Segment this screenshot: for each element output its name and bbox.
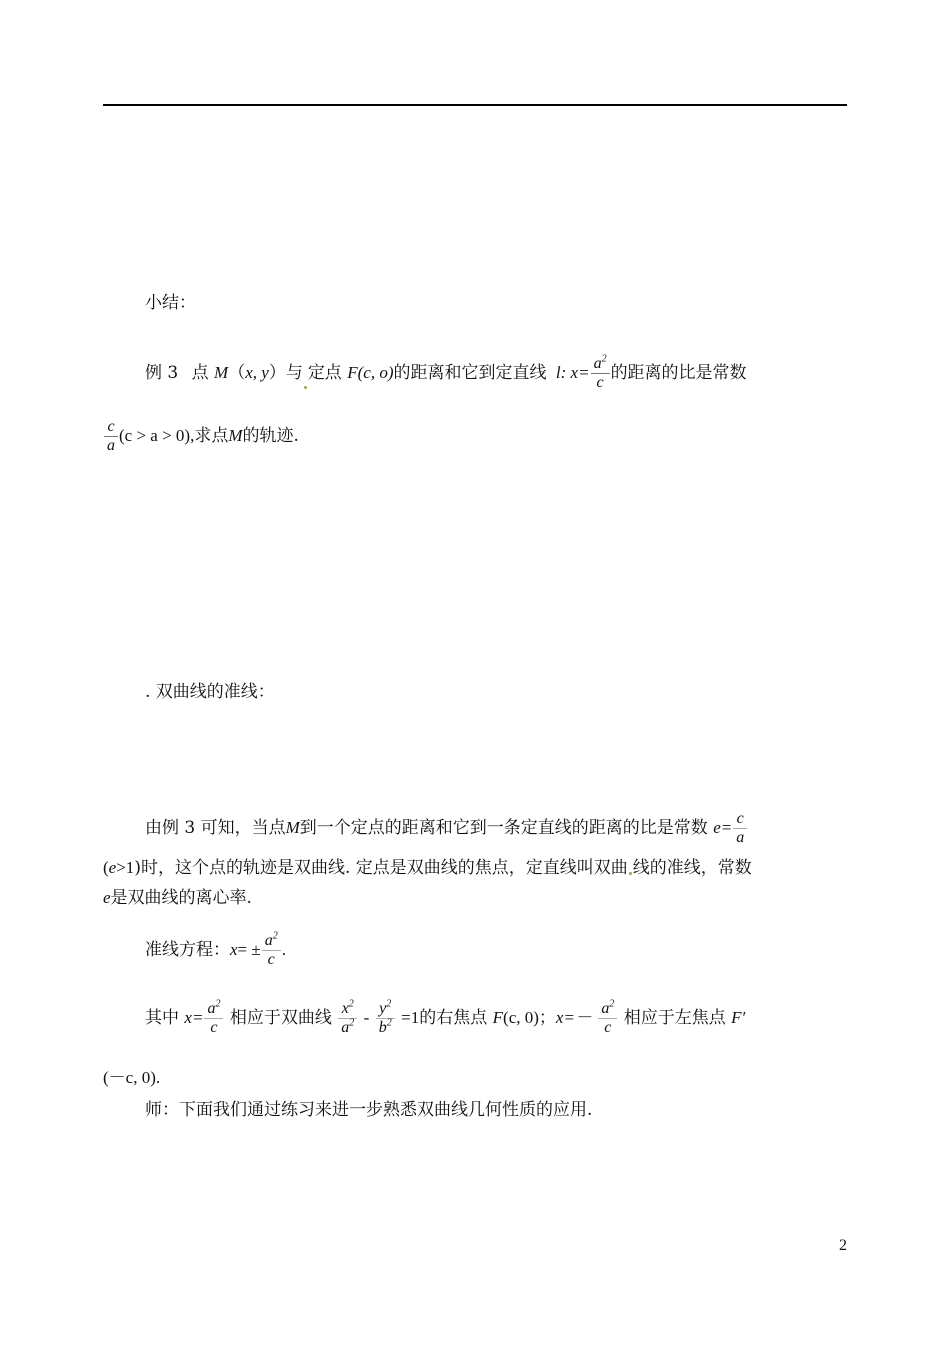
directrix-heading: . 双曲线的准线：: [145, 682, 275, 702]
para1-line3: e是双曲线的离心率.: [103, 888, 252, 908]
mark-dot: [629, 872, 632, 875]
directrix-fraction: $\frac{a^2}{c}$: [591, 355, 610, 392]
page-number: 2: [839, 1237, 847, 1254]
hyperbola-y-fraction: $\frac{y^2}{b^2}$: [376, 1000, 395, 1037]
example3-line2: $\frac{c}{a}$ (c > a > 0),求点M的轨迹.: [103, 418, 299, 455]
example3-line1: 例 3 点 M（x, y）与 定点 F(c, o)的距离和它到定直线 l: x= $\frac{a^2}{c}$ 的距离的比是常数: [145, 353, 747, 391]
ratio-fraction: $\frac{c}{a}$: [104, 418, 118, 455]
header-rule: [103, 104, 847, 106]
para2-line1: 其中 x= $\frac{a^2}{c}$ 相应于双曲线 $\frac{x^2}{a^2}$ - $\frac{y^2}{b^2}$ =1的右焦点 F(c, 0)；x=－ $\frac{a^2}{c}$ 相应于左焦点 F′: [145, 998, 746, 1036]
directrix-eq-fraction: $\frac{a^2}{c}$: [262, 932, 281, 969]
left-directrix-fraction: $\frac{a^2}{c}$: [598, 1000, 617, 1037]
para1-line1: 由例 3 可知，当点M到一个定点的距离和它到一条定直线的距离的比是常数 e= $\frac{c}{a}$: [145, 810, 748, 847]
para1-line2: (e>1)时，这个点的轨迹是双曲线. 定点是双曲线的焦点，定直线叫双曲 线的准线，常数: [103, 858, 752, 878]
summary-label: 小结：: [145, 293, 196, 313]
directrix-equation: 准线方程：x= ± $\frac{a^2}{c}$ .: [145, 930, 286, 968]
para2-line2: (－c, 0).: [103, 1068, 161, 1087]
right-directrix-fraction: $\frac{a^2}{c}$: [204, 1000, 223, 1037]
teacher-line: 师：下面我们通过练习来进一步熟悉双曲线几何性质的应用.: [145, 1100, 593, 1120]
mark-dot: [304, 386, 307, 389]
hyperbola-x-fraction: $\frac{x^2}{a^2}$: [338, 1000, 357, 1037]
eccentricity-fraction: $\frac{c}{a}$: [733, 810, 747, 847]
